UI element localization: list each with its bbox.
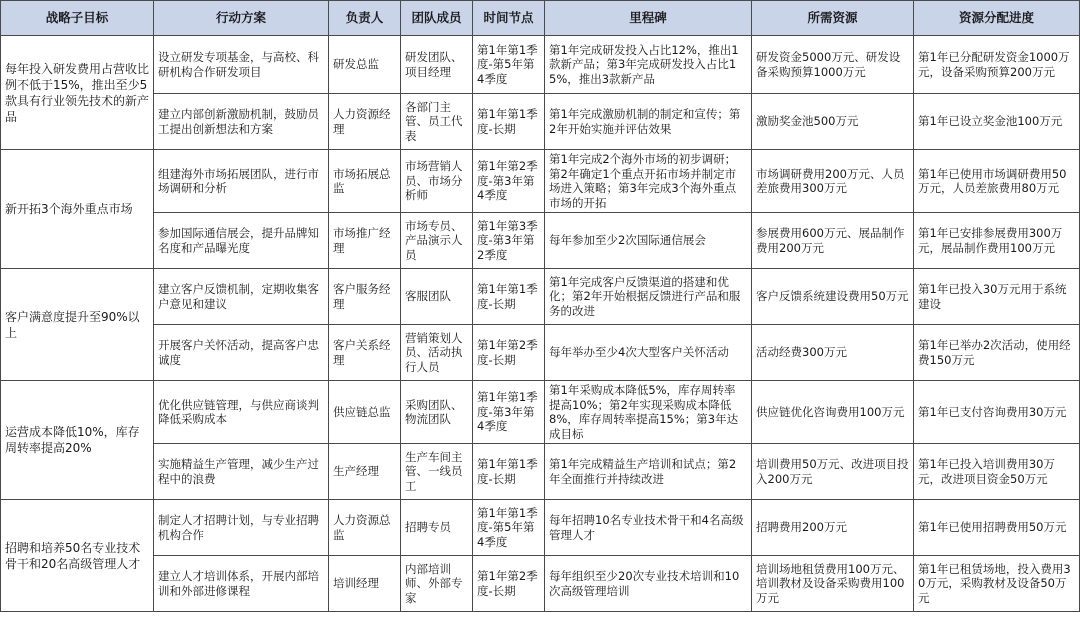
- team-cell: 采购团队、物流团队: [401, 381, 473, 444]
- team-cell: 各部门主管、员工代表: [401, 94, 473, 150]
- resources-cell: 招聘费用200万元: [752, 500, 914, 556]
- progress-cell: 第1年已安排参展费用300万元，展品制作费用100万元: [914, 213, 1080, 269]
- progress-cell: 第1年已使用招聘费用50万元: [914, 500, 1080, 556]
- milestone-cell: 第1年完成2个海外市场的初步调研；第2年确定1个重点开拓市场并制定市场进入策略；第3年完成3个海外重点市场的开拓: [545, 150, 752, 213]
- milestone-cell: 第1年采购成本降低5%，库存周转率提高10%；第2年实现采购成本降低8%，库存周转率提高15%；第3年达成目标: [545, 381, 752, 444]
- milestone-cell: 每年招聘10名专业技术骨干和4名高级管理人才: [545, 500, 752, 556]
- table-row: [1, 444, 1080, 500]
- table-row: [1, 150, 1080, 213]
- owner-cell: 客户服务经理: [329, 269, 401, 325]
- owner-cell: 培训经理: [329, 556, 401, 612]
- time-cell: 第1年第1季度-第3年第4季度: [473, 381, 545, 444]
- owner-cell: 研发总监: [329, 36, 401, 94]
- goal-cell: 每年投入研发费用占营收比例不低于15%，推出至少5款具有行业领先技术的新产品: [1, 36, 154, 150]
- progress-cell: 第1年已投入培训费用30万元，改进项目资金50万元: [914, 444, 1080, 500]
- goal-cell: 新开拓3个海外重点市场: [1, 150, 154, 269]
- owner-cell: 人力资源总监: [329, 500, 401, 556]
- header-team: 团队成员: [401, 1, 473, 36]
- owner-cell: 生产经理: [329, 444, 401, 500]
- time-cell: 第1年第1季度-第5年第4季度: [473, 36, 545, 94]
- action-cell: 设立研发专项基金，与高校、科研机构合作研发项目: [154, 36, 329, 94]
- owner-cell: 客户关系经理: [329, 325, 401, 381]
- action-cell: 参加国际通信展会，提升品牌知名度和产品曝光度: [154, 213, 329, 269]
- team-cell: 内部培训师、外部专家: [401, 556, 473, 612]
- header-milestone: 里程碑: [545, 1, 752, 36]
- resources-cell: 活动经费300万元: [752, 325, 914, 381]
- time-cell: 第1年第2季度-长期: [473, 325, 545, 381]
- team-cell: 研发团队、项目经理: [401, 36, 473, 94]
- action-cell: 实施精益生产管理，减少生产过程中的浪费: [154, 444, 329, 500]
- table-row: [1, 213, 1080, 269]
- milestone-cell: 第1年完成客户反馈渠道的搭建和优化；第2年开始根据反馈进行产品和服务的改进: [545, 269, 752, 325]
- progress-cell: 第1年已设立奖金池100万元: [914, 94, 1080, 150]
- goal-cell: 运营成本降低10%，库存周转率提高20%: [1, 381, 154, 500]
- progress-cell: 第1年已举办2次活动，使用经费150万元: [914, 325, 1080, 381]
- team-cell: 生产车间主管、一线员工: [401, 444, 473, 500]
- milestone-cell: 每年组织至少20次专业技术培训和10次高级管理培训: [545, 556, 752, 612]
- header-action: 行动方案: [154, 1, 329, 36]
- header-progress: 资源分配进度: [914, 1, 1080, 36]
- action-cell: 制定人才招聘计划，与专业招聘机构合作: [154, 500, 329, 556]
- owner-cell: 市场推广经理: [329, 213, 401, 269]
- resources-cell: 培训场地租赁费用100万元、培训教材及设备采购费用100万元: [752, 556, 914, 612]
- table-row: [1, 500, 1080, 556]
- time-cell: 第1年第1季度-第5年第4季度: [473, 500, 545, 556]
- header-goal: 战略子目标: [1, 1, 154, 36]
- resources-cell: 参展费用600万元、展品制作费用200万元: [752, 213, 914, 269]
- milestone-cell: 第1年完成激励机制的制定和宣传；第2年开始实施并评估效果: [545, 94, 752, 150]
- table-row: [1, 36, 1080, 94]
- time-cell: 第1年第2季度-长期: [473, 556, 545, 612]
- resources-cell: 供应链优化咨询费用100万元: [752, 381, 914, 444]
- team-cell: 市场营销人员、市场分析师: [401, 150, 473, 213]
- milestone-cell: 每年参加至少2次国际通信展会: [545, 213, 752, 269]
- resources-cell: 客户反馈系统建设费用50万元: [752, 269, 914, 325]
- action-cell: 组建海外市场拓展团队，进行市场调研和分析: [154, 150, 329, 213]
- owner-cell: 市场拓展总监: [329, 150, 401, 213]
- action-cell: 建立人才培训体系，开展内部培训和外部进修课程: [154, 556, 329, 612]
- goal-cell: 招聘和培养50名专业技术骨干和20名高级管理人才: [1, 500, 154, 612]
- team-cell: 招聘专员: [401, 500, 473, 556]
- header-owner: 负责人: [329, 1, 401, 36]
- team-cell: 市场专员、产品演示人员: [401, 213, 473, 269]
- table-row: [1, 556, 1080, 612]
- header-time: 时间节点: [473, 1, 545, 36]
- resources-cell: 培训费用50万元、改进项目投入200万元: [752, 444, 914, 500]
- action-cell: 建立客户反馈机制，定期收集客户意见和建议: [154, 269, 329, 325]
- progress-cell: 第1年已租赁场地，投入费用30万元，采购教材及设备50万元: [914, 556, 1080, 612]
- owner-cell: 供应链总监: [329, 381, 401, 444]
- progress-cell: 第1年已投入30万元用于系统建设: [914, 269, 1080, 325]
- header-row: [1, 1, 1080, 36]
- team-cell: 客服团队: [401, 269, 473, 325]
- action-cell: 优化供应链管理，与供应商谈判降低采购成本: [154, 381, 329, 444]
- progress-cell: 第1年已使用市场调研费用50万元，人员差旅费用80万元: [914, 150, 1080, 213]
- time-cell: 第1年第1季度-长期: [473, 94, 545, 150]
- team-cell: 营销策划人员、活动执行人员: [401, 325, 473, 381]
- header-resources: 所需资源: [752, 1, 914, 36]
- goal-cell: 客户满意度提升至90%以上: [1, 269, 154, 381]
- table-row: [1, 381, 1080, 444]
- milestone-cell: 每年举办至少4次大型客户关怀活动: [545, 325, 752, 381]
- table-row: [1, 325, 1080, 381]
- time-cell: 第1年第1季度-长期: [473, 444, 545, 500]
- progress-cell: 第1年已分配研发资金1000万元，设备采购预算200万元: [914, 36, 1080, 94]
- action-cell: 开展客户关怀活动，提高客户忠诚度: [154, 325, 329, 381]
- progress-cell: 第1年已支付咨询费用30万元: [914, 381, 1080, 444]
- owner-cell: 人力资源经理: [329, 94, 401, 150]
- time-cell: 第1年第2季度-第3年第4季度: [473, 150, 545, 213]
- table-row: [1, 269, 1080, 325]
- milestone-cell: 第1年完成精益生产培训和试点；第2年全面推行并持续改进: [545, 444, 752, 500]
- table-row: [1, 94, 1080, 150]
- resources-cell: 市场调研费用200万元、人员差旅费用300万元: [752, 150, 914, 213]
- time-cell: 第1年第1季度-长期: [473, 269, 545, 325]
- resources-cell: 研发资金5000万元、研发设备采购预算1000万元: [752, 36, 914, 94]
- milestone-cell: 第1年完成研发投入占比12%，推出1款新产品；第3年完成研发投入占比15%，推出3款新产品: [545, 36, 752, 94]
- action-cell: 建立内部创新激励机制，鼓励员工提出创新想法和方案: [154, 94, 329, 150]
- resources-cell: 激励奖金池500万元: [752, 94, 914, 150]
- time-cell: 第1年第3季度-第3年第2季度: [473, 213, 545, 269]
